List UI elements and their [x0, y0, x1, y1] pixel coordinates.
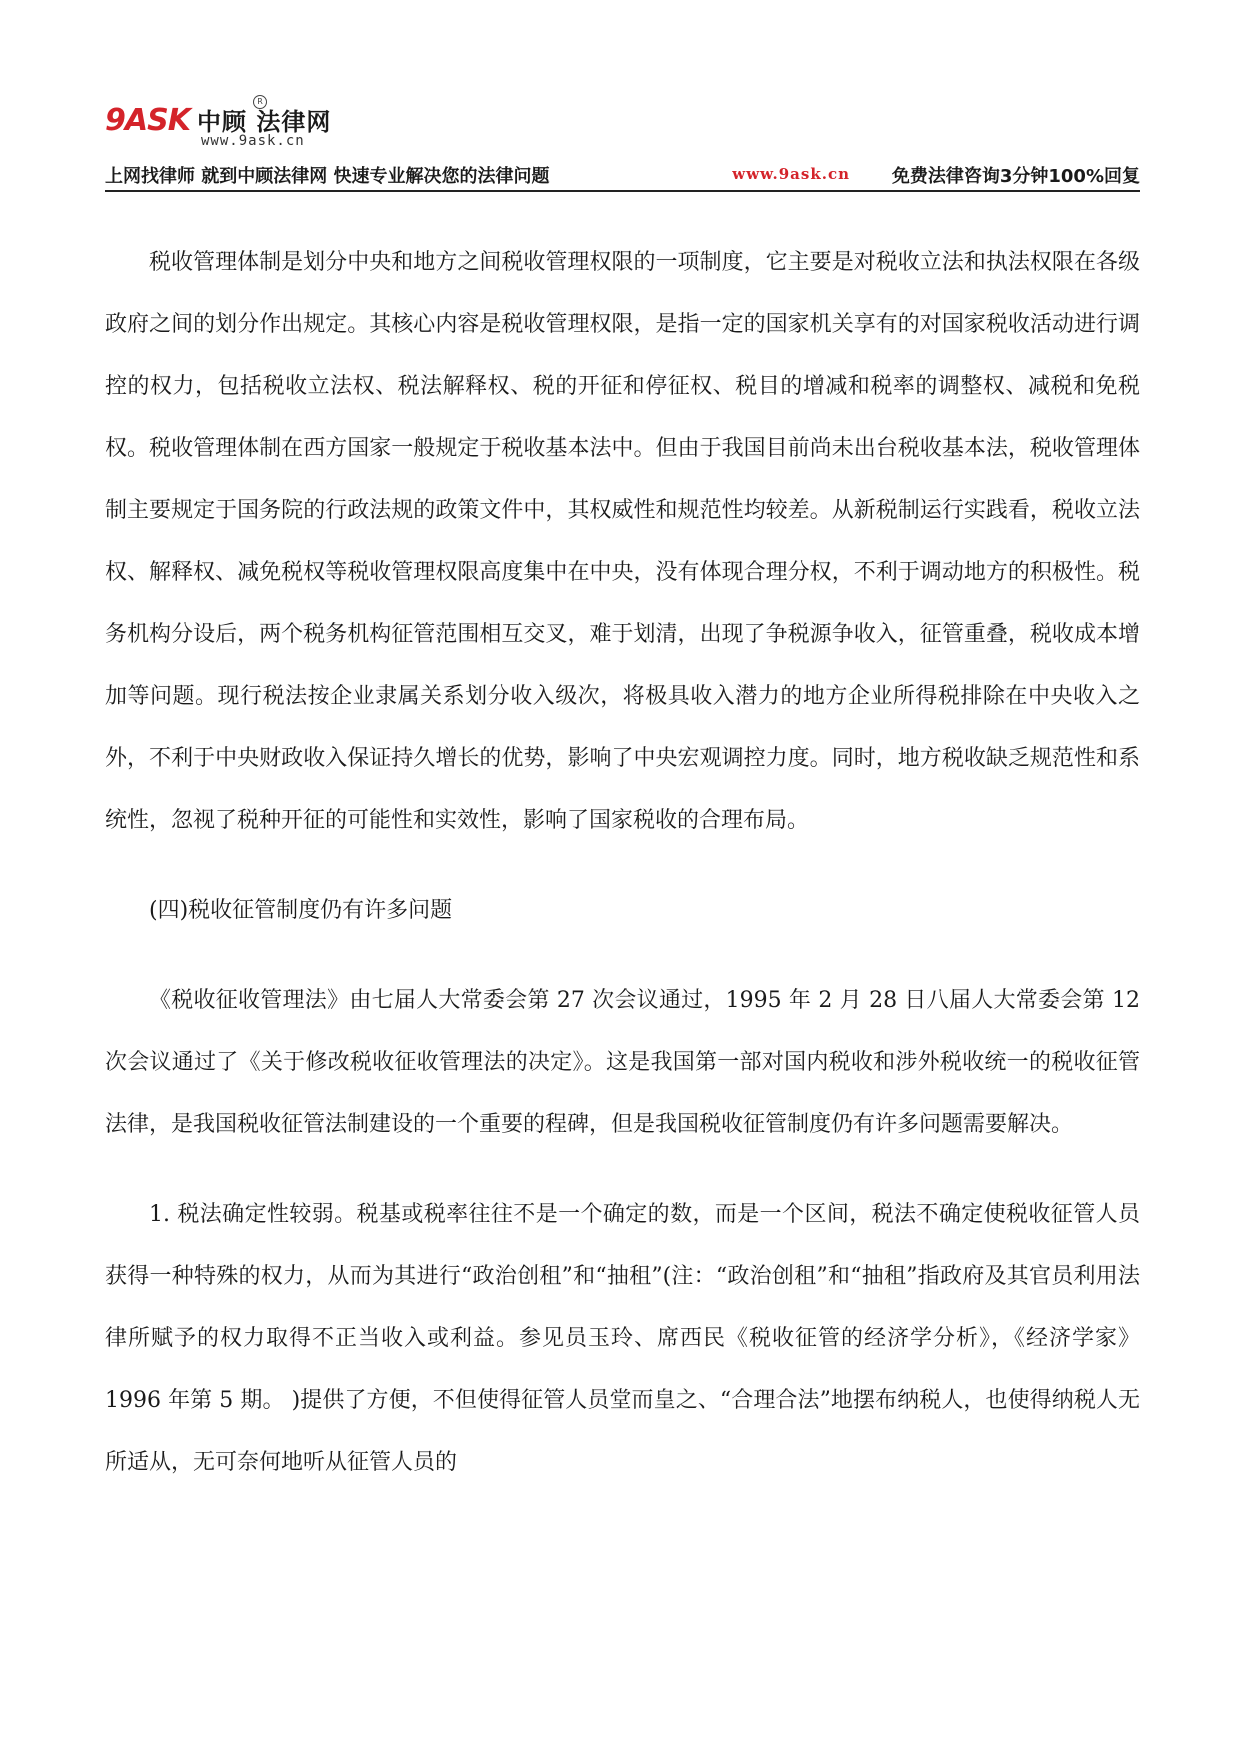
logo-name: 中顾 法律网: [197, 108, 332, 136]
header-tagline-row: [105, 160, 1140, 192]
page-header: [105, 95, 1140, 195]
section-heading: (四)税收征管制度仍有许多问题: [149, 898, 453, 923]
document-body: [105, 232, 1140, 1494]
paragraph-gap: [105, 942, 1140, 970]
logo-mark: 9ASK: [105, 103, 190, 138]
header-consult-note: 免费法律咨询3分钟100%回复: [891, 166, 1140, 187]
paragraph-gap: [105, 852, 1140, 880]
registered-mark-icon: R: [253, 95, 267, 109]
paragraph-tax-law-certainty: 1. 税法确定性较弱。税基或税率往往不是一个确定的数，而是一个区间，税法不确定使税收征管人员获得一种特殊的权力，从而为其进行“政治创租”和“抽租”(注：“政治创租”和“抽租”指政府及其官员利用法律所赋予的权力取得不正当收入或利益。参见员玉玲、席西民《税收征管的经济学分析》，《经济学家》1996 年第 5 期。 )提供了方便，不但使得征管人员堂而皇之、“合理合法”地摆布纳税人，也使得纳税人无所适从，无可奈何地听从征管人员的: [105, 1202, 1140, 1475]
site-logo[interactable]: [105, 95, 365, 155]
logo-url: www.9ask.cn: [201, 133, 305, 149]
paragraph-collection-law: 《税收征收管理法》由七届人大常委会第 27 次会议通过，1995 年 2 月 28 日八届人大常委会第 12 次会议通过了《关于修改税收征收管理法的决定》。这是我国第一部对国内税收和涉外税收统一的税收征管法律，是我国税收征管法制建设的一个重要的程碑，但是我国税收征管制度仍有许多问题需要解决。: [105, 988, 1140, 1137]
paragraph-tax-management-system: 税收管理体制是划分中央和地方之间税收管理权限的一项制度，它主要是对税收立法和执法权限在各级政府之间的划分作出规定。其核心内容是税收管理权限，是指一定的国家机关享有的对国家税收活动进行调控的权力，包括税收立法权、税法解释权、税的开征和停征权、税目的增减和税率的调整权、减税和免税权。税收管理体制在西方国家一般规定于税收基本法中。但由于我国目前尚未出台税收基本法，税收管理体制主要规定于国务院的行政法规的政策文件中，其权威性和规范性均较差。从新税制运行实践看，税收立法权、解释权、减免税权等税收管理权限高度集中在中央，没有体现合理分权，不利于调动地方的积极性。税务机构分设后，两个税务机构征管范围相互交叉，难于划清，出现了争税源争收入，征管重叠，税收成本增加等问题。现行税法按企业隶属关系划分收入级次，将极具收入潜力的地方企业所得税排除在中央收入之外，不利于中央财政收入保证持久增长的优势，影响了中央宏观调控力度。同时，地方税收缺乏规范性和系统性，忽视了税种开征的可能性和实效性，影响了国家税收的合理布局。: [105, 250, 1140, 833]
header-tagline: 上网找律师 就到中顾法律网 快速专业解决您的法律问题: [105, 166, 550, 187]
paragraph-gap: [105, 1156, 1140, 1184]
header-site-link[interactable]: www.9ask.cn: [732, 165, 850, 183]
